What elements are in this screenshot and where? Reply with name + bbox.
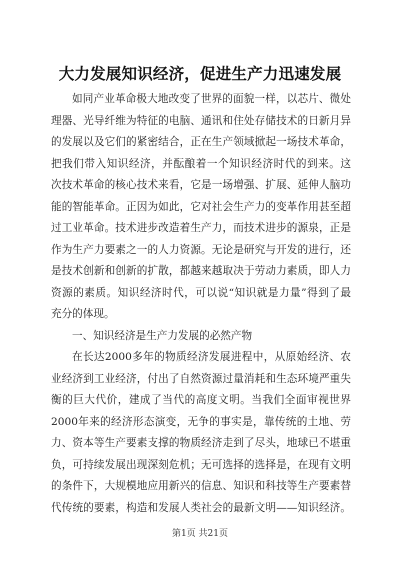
paragraph-line: 充分的体现。 — [51, 308, 115, 320]
paragraph-line: 代传统的要素，构造和发展人类社会的最新文明——知识经济。 — [51, 501, 351, 514]
section-heading: 一、知识经济是生产力发展的必然产物 — [72, 329, 253, 342]
paragraph-line: 衡的巨大代价，建成了当代的高度文明。当我们全面审视世界 — [51, 394, 351, 406]
paragraph-line: 的发展以及它们的紧密结合，正在生产领域掀起一场技术革命， — [51, 136, 351, 148]
paragraph-line: 资源的素质。知识经济时代，可以说“知识就是力量”得到了最 — [51, 286, 351, 299]
page-footer: 第1页 共21页 — [171, 529, 229, 539]
paragraph-line: 如同产业革命极大地改变了世界的面貌一样，以芯片、微处 — [72, 93, 351, 105]
paragraph-line: 次技术革命的核心技术来看，它是一场增强、扩展、延伸人脑功 — [51, 179, 351, 191]
paragraph-line: 力、资本等生产要素支撑的物质经济走到了尽头，地球已不堪重 — [51, 437, 351, 449]
paragraph-line: 过工业革命。技术进步改造着生产力，而技术进步的源泉，正是 — [51, 222, 351, 234]
paragraph-line: 作为生产力要素之一的人力资源。无论是研究与开发的进行，还 — [51, 243, 351, 256]
paragraph-line: 业经济到工业经济，付出了自然资源过量消耗和生态环境严重失 — [51, 372, 351, 385]
paragraph-line: 在长达2000多年的物质经济发展进程中，从原始经济、农 — [72, 351, 351, 363]
paragraph-line: 把我们带入知识经济，并酝酿着一个知识经济时代的到来。这 — [51, 157, 351, 170]
document-body — [51, 89, 351, 519]
paragraph-line: 能的智能革命。正因为如此，它对社会生产力的变革作用甚至超 — [51, 200, 351, 213]
paragraph-line: 是技术创新和创新的扩散，都越来越取决于劳动力素质，即人力 — [51, 265, 351, 277]
document-title: 大力发展知识经济，促进生产力迅速发展 — [58, 65, 342, 83]
paragraph-line: 负，可持续发展出现深刻危机；无可选择的选择是，在现有文明 — [51, 458, 351, 471]
paragraph-line: 的条件下，大规模地应用新兴的信息、知识和科技等生产要素替 — [51, 480, 351, 492]
paragraph-line: 2000年来的经济形态演变，无争的事实是，靠传统的土地、劳 — [51, 415, 351, 428]
paragraph-line: 理器、光导纤维为特征的电脑、通讯和住处存储技术的日新月异 — [51, 114, 351, 127]
